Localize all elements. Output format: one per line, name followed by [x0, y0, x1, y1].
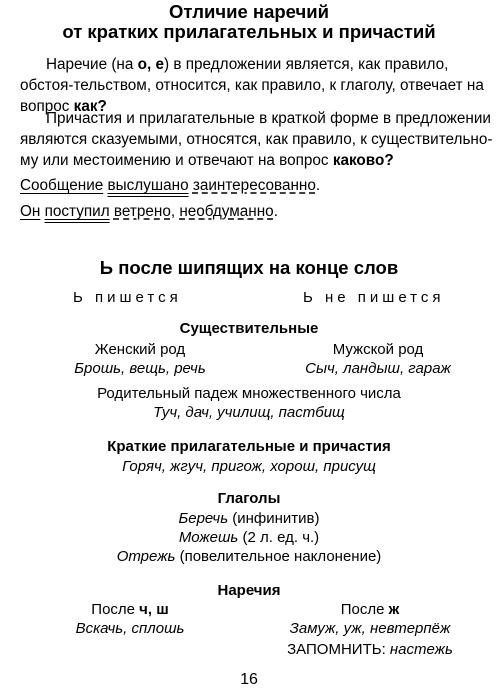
example2-period: . [273, 203, 278, 220]
example-sentence-2 [20, 201, 278, 222]
page-number: 16 [240, 671, 258, 688]
adverbs-right-examples: Замуж, уж, невтерпёж [289, 620, 451, 637]
short-adjectives-examples: Горяч, жгуч, пригож, хорош, присущ [122, 458, 376, 475]
nouns-heading: Существительные [179, 320, 319, 337]
short-forms-rule-paragraph [20, 108, 493, 171]
short-forms-rule-question: каково? [332, 152, 394, 169]
masculine-label: Мужской род [332, 341, 424, 358]
adverb-rule-text-start: Наречие (на [46, 56, 138, 73]
example1-adverb: заинтересованно [192, 177, 316, 194]
example2-subject: Он [20, 203, 41, 220]
genitive-plural-examples: Туч, дач, училищ, пастбищ [153, 404, 345, 421]
remember-note: ЗАПОМНИТЬ: настежь [287, 641, 453, 658]
column-header-written: Ь пишется [73, 289, 182, 306]
adverbs-left-label: После ч, ш [91, 601, 169, 618]
short-adjectives-heading: Краткие прилагательные и причастия [107, 438, 391, 455]
adverbs-right-label: После ж [340, 601, 400, 618]
adverb-rule-question: как? [73, 98, 107, 115]
adverb-rule-text-end: ) в предложении является, как правило, обстоя-тельством, относится, как правило, к глаголу, отвечает на вопрос [20, 56, 484, 115]
example2-adverb1: ветрено [113, 203, 171, 220]
short-forms-rule-text: Причастия и прилагательные в краткой форме в предложении являются сказуемыми, относятся, как правило, к существительно-му или местоимению и отвечают на вопрос [20, 110, 493, 169]
verb-example-infinitive: Беречь (инфинитив) [178, 510, 320, 527]
example-sentence-1 [20, 175, 320, 196]
verb-example-imperative: Отрежь (повелительное наклонение) [116, 548, 382, 565]
genitive-plural-label: Родительный падеж множественного числа [97, 385, 401, 402]
section-title-line1: Отличие наречий [169, 1, 329, 22]
adverbs-left-examples: Вскачь, сплошь [75, 620, 185, 637]
example2-comma: , [170, 203, 180, 220]
section-title-line2: от кратких прилагательных и причастий [62, 21, 436, 42]
soft-sign-section-title: Ь после шипящих на конце слов [99, 257, 399, 278]
adverb-rule-letters: о, е [137, 56, 164, 73]
verbs-heading: Глаголы [217, 490, 281, 507]
feminine-examples: Брошь, вещь, речь [74, 360, 206, 377]
verb-example-second-person: Можешь (2 л. ед. ч.) [178, 529, 320, 546]
example2-predicate: поступил [44, 203, 110, 220]
example1-subject: Сообщение [20, 177, 104, 194]
adverbs-heading: Наречия [217, 582, 281, 599]
feminine-label: Женский род [94, 341, 186, 358]
example1-predicate: выслушано [107, 177, 189, 194]
masculine-examples: Сыч, ландыш, гараж [305, 360, 451, 377]
column-header-not-written: Ь не пишется [303, 289, 445, 306]
example2-adverb2: необдуманно [179, 203, 274, 220]
example1-period: . [315, 177, 321, 194]
